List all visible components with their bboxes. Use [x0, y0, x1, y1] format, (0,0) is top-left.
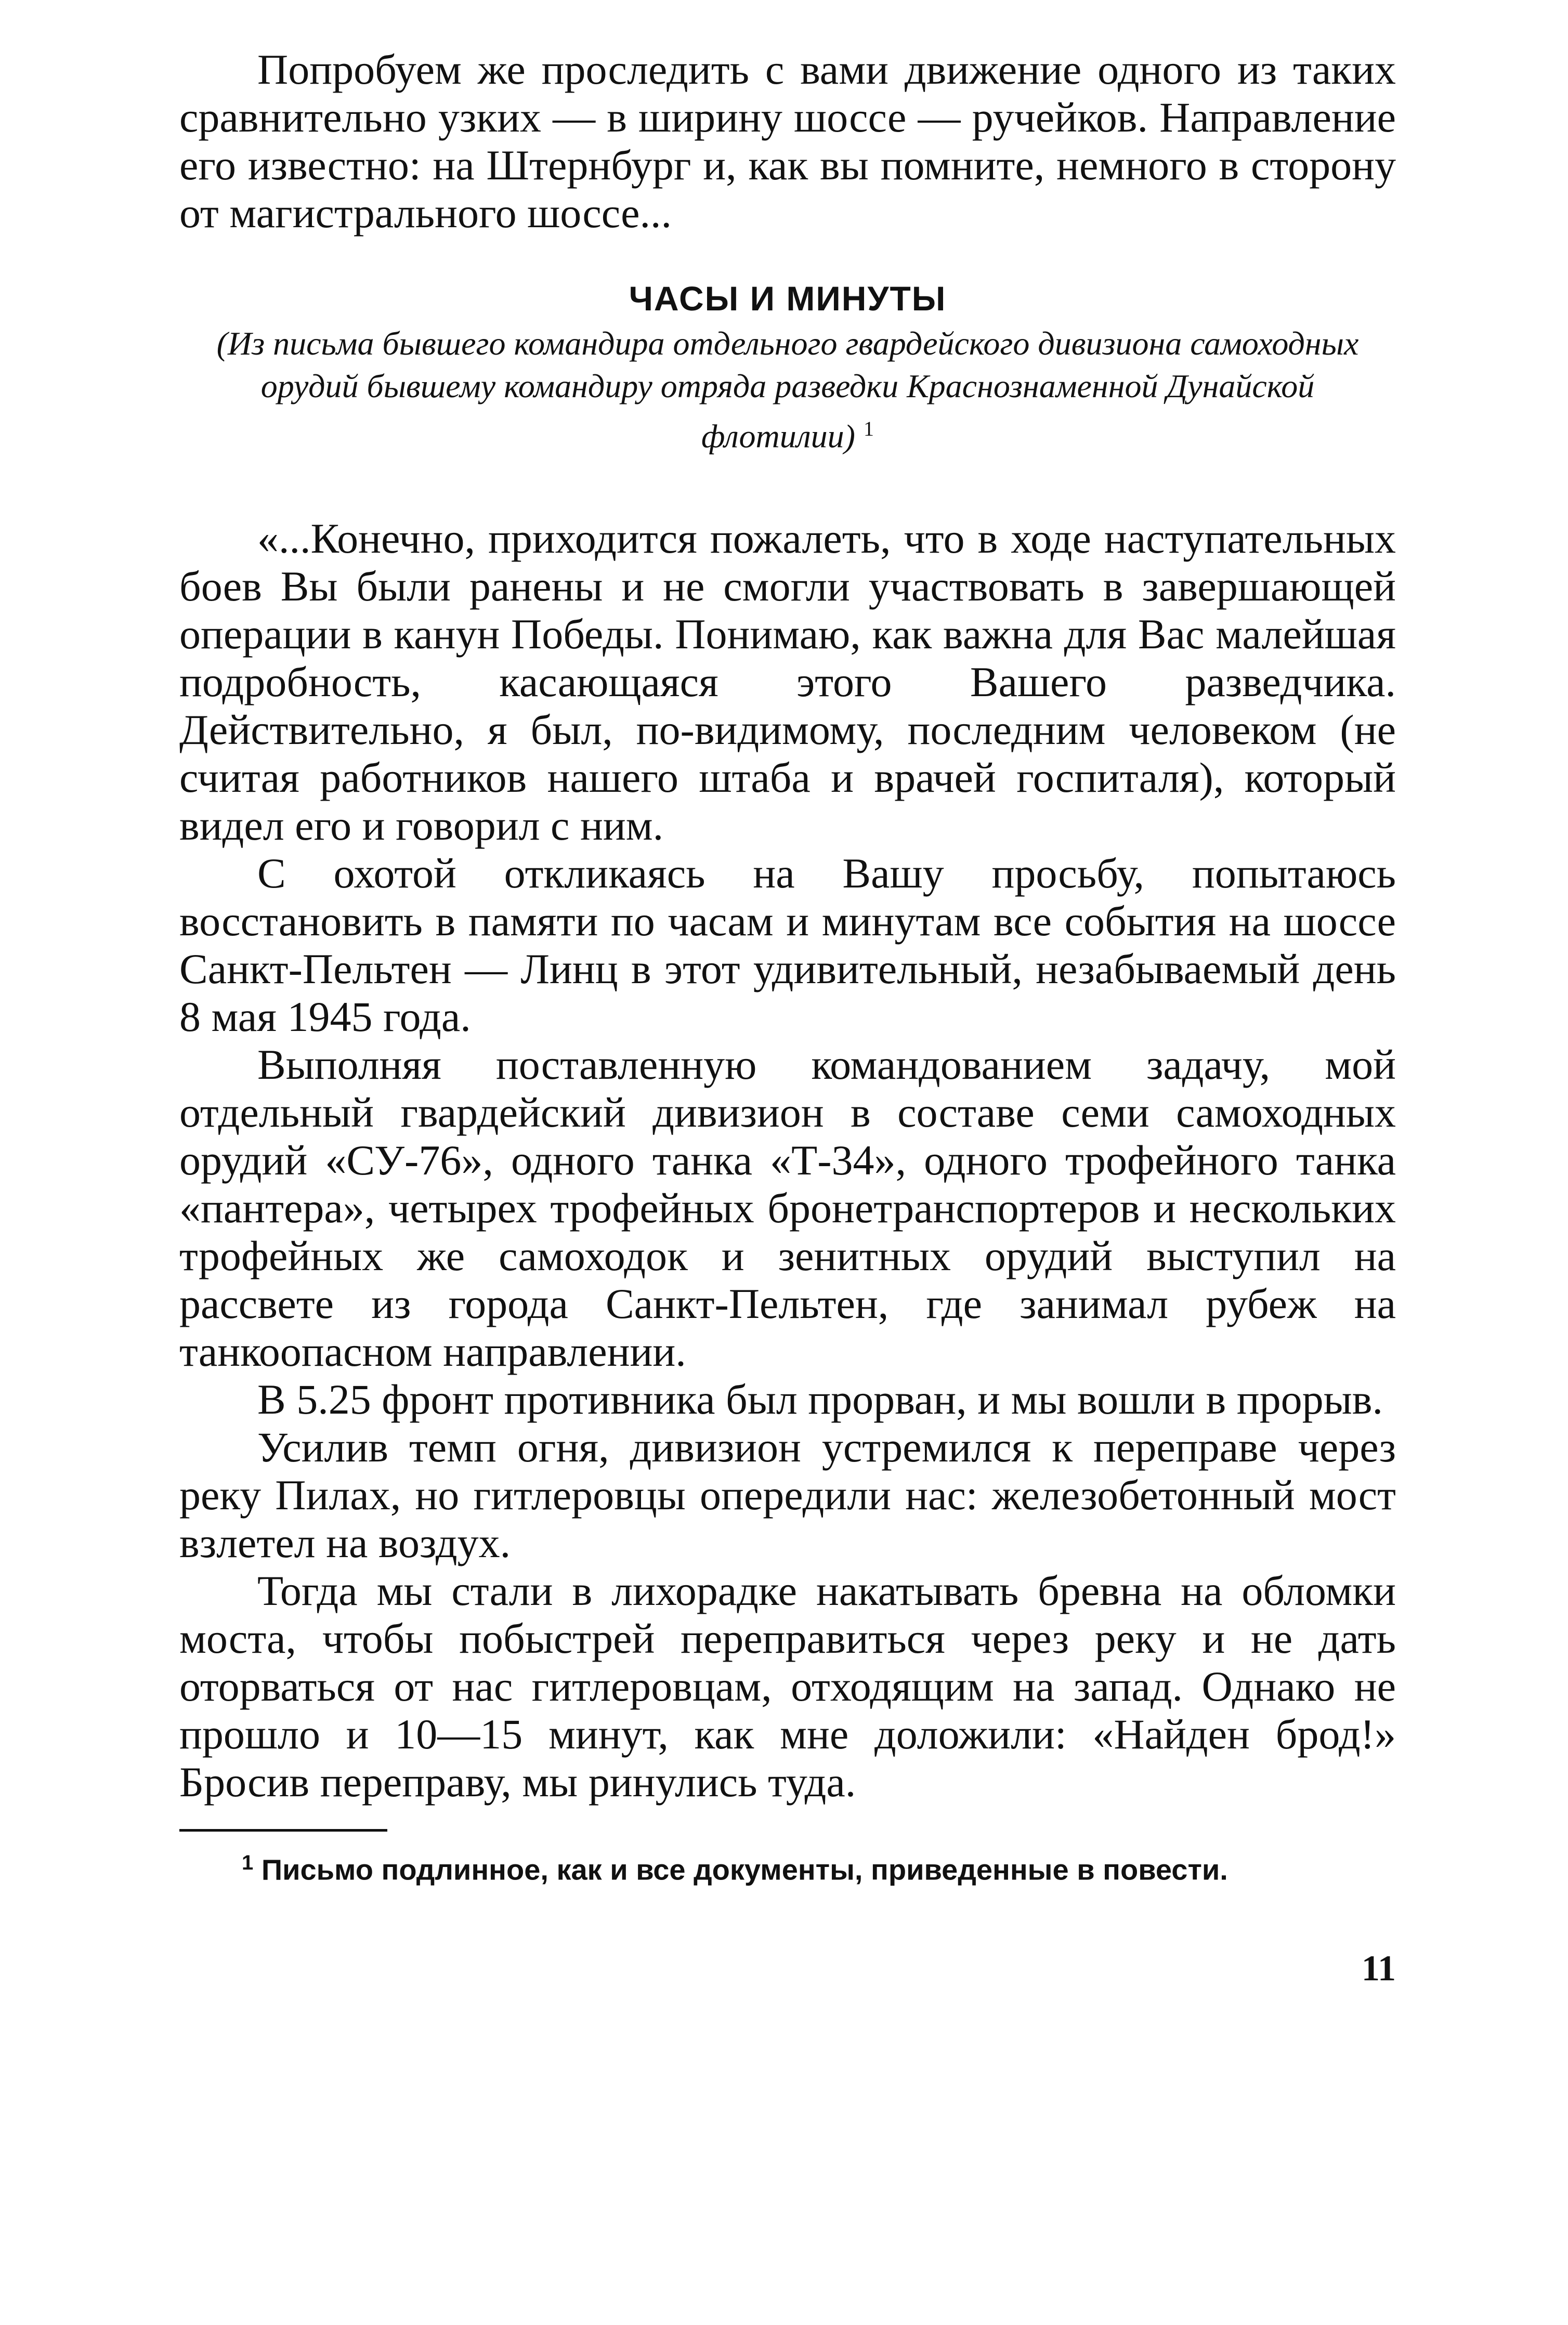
letter-paragraph-6: Тогда мы стали в лихорадке накатывать бревна на обломки моста, чтобы побыстрей переправиться через реку и не дать оторваться от нас гитлеровцам, отходящим на запад. Однако не прошло и 10—15 минут, как мне доложили: «Найден брод!» Бросив переправу, мы ринулись туда. — [179, 1567, 1396, 1806]
section-subtitle-text: (Из письма бывшего командира отдельного гвардейского дивизиона самоходных орудий бывшему командиру отряда разведки Краснознаменной Дунайской флотилии) — [216, 325, 1359, 455]
section-subtitle — [179, 322, 1396, 458]
footnote — [179, 1842, 1396, 1891]
footnote-text: Письмо подлинное, как и все документы, приведенные в повести. — [261, 1853, 1228, 1886]
letter-paragraph-3: Выполняя поставленную командованием задачу, мой отдельный гвардейский дивизион в составе семи самоходных орудий «СУ-76», одного танка «Т-34», одного трофейного танка «пантера», четырех трофейных бронетранспортеров и нескольких трофейных же самоходок и зенитных орудий выступил на рассвете из города Санкт-Пельтен, где занимал рубеж на танкоопасном направлении. — [179, 1041, 1396, 1376]
book-page — [179, 46, 1396, 1990]
footnote-divider — [179, 1829, 387, 1832]
footnote-mark: 1 — [242, 1851, 254, 1875]
letter-paragraph-1: «...Конечно, приходится пожалеть, что в ходе наступательных боев Вы были ранены и не смогли участвовать в завершающей операции в канун Победы. Понимаю, как важна для Вас малейшая подробность, касающаяся этого Вашего разведчика. Действительно, я был, по-видимому, последним человеком (не считая работников нашего штаба и врачей госпиталя), который видел его и говорил с ним. — [179, 515, 1396, 850]
intro-paragraph: Попробуем же проследить с вами движение одного из таких сравнительно узких — в ширину шоссе — ручейков. Направление его известно: на Штернбург и, как вы помните, немного в сторону от магистрального шоссе... — [179, 46, 1396, 237]
section-title: ЧАСЫ И МИНУТЫ — [629, 279, 947, 318]
letter-paragraph-2: С охотой откликаясь на Вашу просьбу, попытаюсь восстановить в памяти по часам и минутам все события на шоссе Санкт-Пельтен — Линц в этот удивительный, незабываемый день 8 мая 1945 года. — [179, 850, 1396, 1041]
letter-paragraph-5: Усилив темп огня, дивизион устремился к переправе через реку Пилах, но гитлеровцы опередили нас: железобетонный мост взлетел на воздух. — [179, 1423, 1396, 1567]
footnote-reference: 1 — [863, 417, 874, 440]
letter-paragraph-4: В 5.25 фронт противника был прорван, и мы вошли в прорыв. — [257, 1376, 1383, 1423]
page-number: 11 — [1361, 1948, 1396, 1989]
